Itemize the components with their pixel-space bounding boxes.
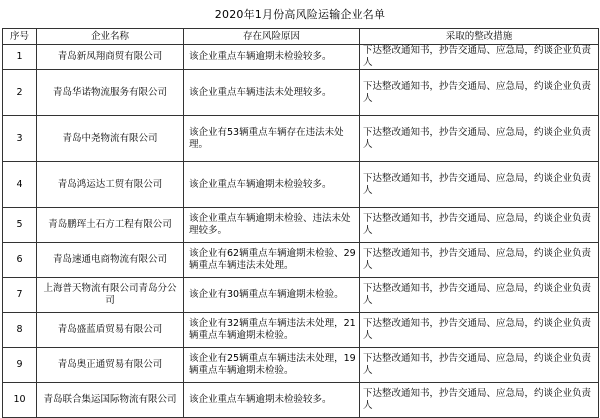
risk-reason: 该企业有30辆重点车辆逾期未检验。	[184, 278, 360, 313]
table-body	[3, 45, 599, 418]
table-row	[3, 348, 599, 383]
risk-reason: 该企业有25辆重点车辆违法未处理，19辆重点车辆逾期未检验。	[184, 348, 360, 383]
row-index: 2	[3, 70, 37, 116]
row-index: 1	[3, 45, 37, 70]
table-row	[3, 45, 599, 70]
corrective-measures: 下达整改通知书，抄告交通局、应急局，约谈企业负责人	[360, 243, 599, 278]
table-row	[3, 116, 599, 162]
corrective-measures: 下达整改通知书，抄告交通局、应急局，约谈企业负责人	[360, 162, 599, 208]
table-row	[3, 313, 599, 348]
column-header-measures: 采取的整改措施	[360, 29, 599, 45]
risk-reason: 该企业重点车辆逾期未检验较多。	[184, 45, 360, 70]
table-row	[3, 383, 599, 418]
row-index: 7	[3, 278, 37, 313]
row-index: 3	[3, 116, 37, 162]
corrective-measures: 下达整改通知书，抄告交通局、应急局，约谈企业负责人	[360, 313, 599, 348]
corrective-measures: 下达整改通知书，抄告交通局、应急局，约谈企业负责人	[360, 383, 599, 418]
column-header-index: 序号	[3, 29, 37, 45]
risk-reason: 该企业有53辆重点车辆存在违法未处理。	[184, 116, 360, 162]
risk-reason: 该企业重点车辆逾期未检验较多。	[184, 162, 360, 208]
row-index: 6	[3, 243, 37, 278]
row-index: 4	[3, 162, 37, 208]
risk-reason: 该企业重点车辆逾期未检验、违法未处理较多。	[184, 208, 360, 243]
column-header-company: 企业名称	[37, 29, 184, 45]
risk-reason: 该企业重点车辆违法未处理较多。	[184, 70, 360, 116]
table-row	[3, 243, 599, 278]
risk-reason: 该企业重点车辆逾期未检验较多。	[184, 383, 360, 418]
document-title: 2020年1月份高风险运输企业名单	[214, 8, 386, 21]
company-name: 青岛鹏珲土石方工程有限公司	[37, 208, 184, 243]
table-header-row	[3, 29, 599, 45]
row-index: 8	[3, 313, 37, 348]
corrective-measures: 下达整改通知书，抄告交通局、应急局，约谈企业负责人	[360, 348, 599, 383]
column-header-risk: 存在风险原因	[184, 29, 360, 45]
company-name: 青岛鸿运达工贸有限公司	[37, 162, 184, 208]
company-name: 上海普天物流有限公司青岛分公司	[37, 278, 184, 313]
company-name: 青岛盛蓝盾贸易有限公司	[37, 313, 184, 348]
company-name: 青岛奥正通贸易有限公司	[37, 348, 184, 383]
row-index: 10	[3, 383, 37, 418]
company-name: 青岛联合集运国际物流有限公司	[37, 383, 184, 418]
table-row	[3, 278, 599, 313]
corrective-measures: 下达整改通知书，抄告交通局、应急局，约谈企业负责人	[360, 208, 599, 243]
company-name: 青岛中尧物流有限公司	[37, 116, 184, 162]
company-name: 青岛华诺物流服务有限公司	[37, 70, 184, 116]
row-index: 9	[3, 348, 37, 383]
table-row	[3, 208, 599, 243]
corrective-measures: 下达整改通知书，抄告交通局、应急局，约谈企业负责人	[360, 45, 599, 70]
enterprise-table	[2, 28, 599, 418]
company-name: 青岛速通电商物流有限公司	[37, 243, 184, 278]
table-row	[3, 162, 599, 208]
risk-reason: 该企业有32辆重点车辆违法未处理，21辆重点车辆逾期未检验。	[184, 313, 360, 348]
row-index: 5	[3, 208, 37, 243]
corrective-measures: 下达整改通知书，抄告交通局、应急局，约谈企业负责人	[360, 116, 599, 162]
company-name: 青岛新凤翔商贸有限公司	[37, 45, 184, 70]
corrective-measures: 下达整改通知书，抄告交通局、应急局，约谈企业负责人	[360, 278, 599, 313]
risk-reason: 该企业有62辆重点车辆逾期未检验、29辆重点车辆违法未处理。	[184, 243, 360, 278]
table-row	[3, 70, 599, 116]
corrective-measures: 下达整改通知书，抄告交通局、应急局，约谈企业负责人	[360, 70, 599, 116]
